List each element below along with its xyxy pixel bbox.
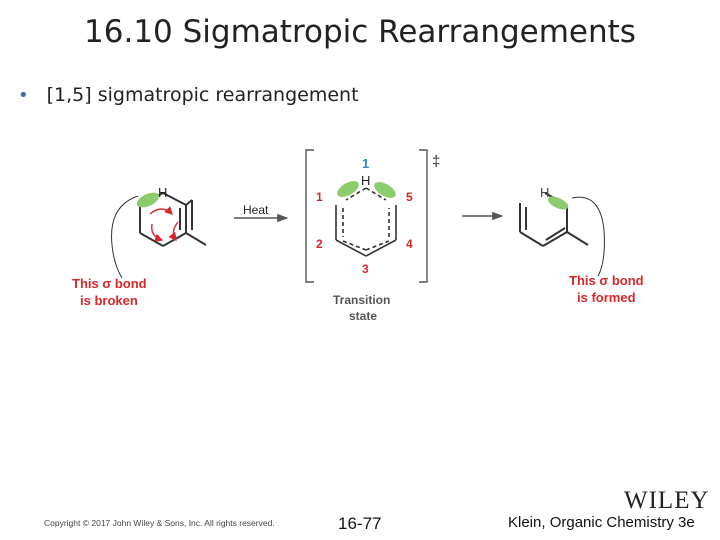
ts-hydrogen: H [361, 173, 371, 188]
slide-title: 16.10 Sigmatropic Rearrangements [84, 14, 636, 50]
orbital-lobe-ts-left [335, 178, 362, 200]
formed-line1: This σ bond [569, 273, 644, 288]
reaction-scheme [0, 140, 720, 340]
formed-line2: is formed [577, 290, 636, 305]
ts-number-2: 2 [316, 237, 323, 251]
ts-number-3: 3 [362, 262, 369, 276]
bullet-item [18, 84, 359, 106]
ts-label-line2: state [349, 309, 378, 323]
footer-page-number: 16-77 [338, 514, 382, 533]
ts-label-line1: Transition [333, 293, 391, 307]
orbital-lobe-ts-right [372, 179, 399, 201]
wiley-logo: WILEY [624, 487, 710, 514]
electron-arrows-left [150, 209, 178, 240]
footer-book-title: Klein, Organic Chemistry 3e [508, 514, 695, 531]
ts-number-top: 1 [362, 156, 370, 171]
bond-callout-right [572, 197, 604, 276]
bond-callout-left [112, 196, 138, 278]
ts-number-5: 5 [406, 190, 413, 204]
footer-copyright: Copyright © 2017 John Wiley & Sons, Inc. All rights reserved. [44, 518, 275, 528]
ts-number-4: 4 [406, 237, 413, 251]
heat-label: Heat [243, 203, 269, 217]
hydrogen-label-left: H [158, 185, 168, 200]
ts-number-1: 1 [316, 190, 323, 204]
bullet-icon: • [18, 84, 29, 106]
hydrogen-label-right: H [540, 185, 550, 200]
ts-bracket-right [419, 150, 427, 282]
double-dagger: ‡ [432, 153, 441, 170]
broken-line2: is broken [80, 293, 138, 308]
broken-line1: This σ bond [72, 276, 147, 291]
ts-bracket-left [306, 150, 314, 282]
bullet-text: [1,5] sigmatropic rearrangement [46, 84, 359, 106]
ts-ring [336, 188, 396, 256]
